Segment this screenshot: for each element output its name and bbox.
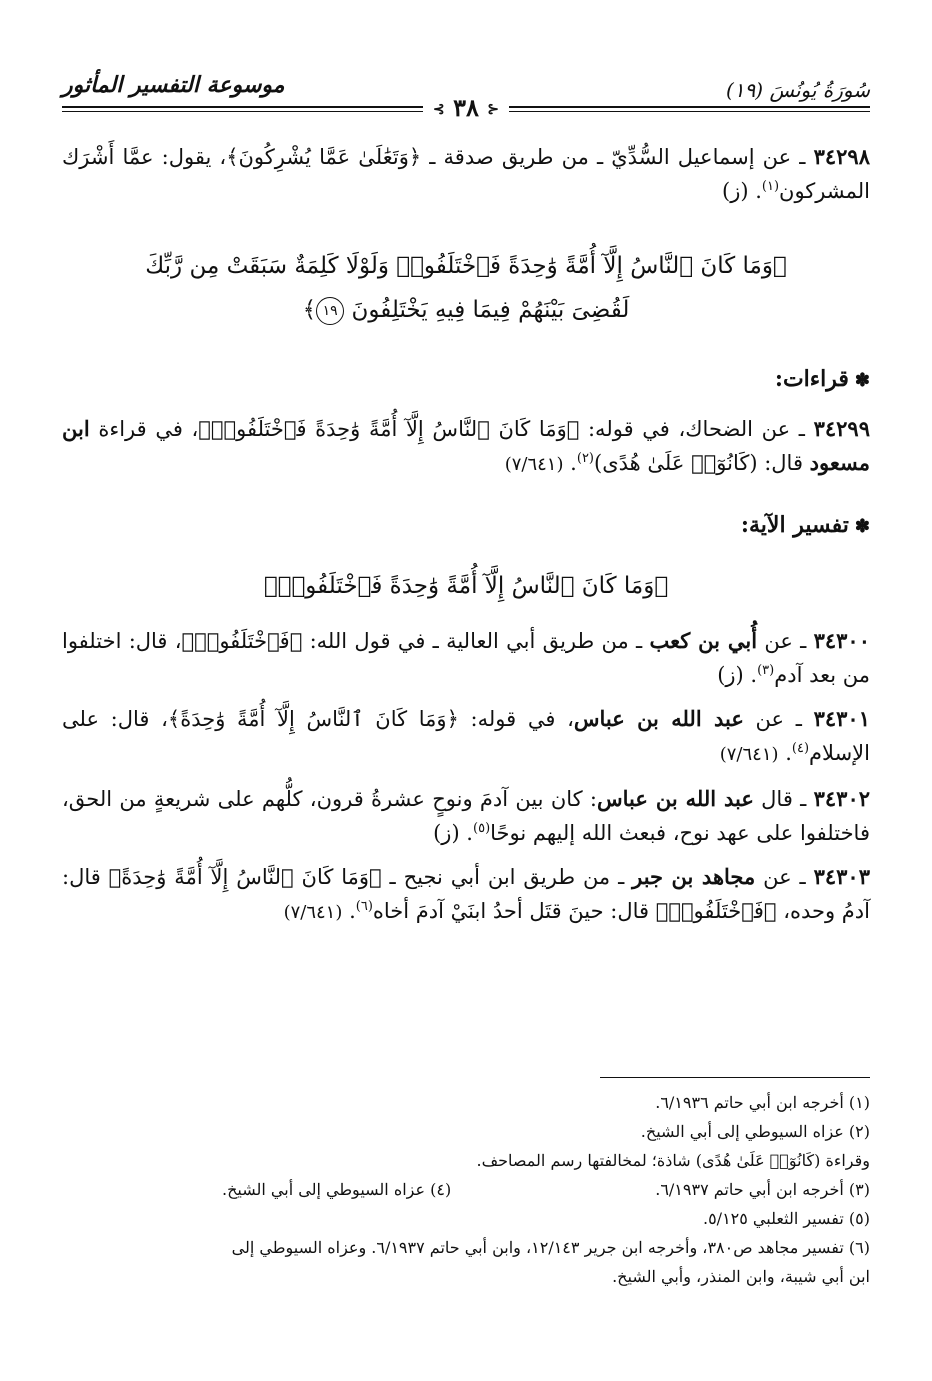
narration-text: ـ عن الضحاك، في قوله: ﴿وَمَا كَانَ ٱلنَّاسُ إِلَّآ أُمَّةً وَٰحِدَةً فَٱخْتَلَفُوا۟﴾، في قراءة bbox=[89, 417, 814, 441]
footnote-6-cont: ابن أبي شيبة، وابن المنذر، وأبي الشيخ. bbox=[612, 1267, 870, 1286]
narration-34301 bbox=[62, 702, 870, 772]
narration-number: ٣٤٢٩٩ bbox=[813, 416, 870, 441]
narrator-name: أُبي بن كعب bbox=[649, 628, 758, 653]
volume-reference: (٧/٦٤١) bbox=[719, 744, 779, 765]
narration-end: . (ز) bbox=[433, 821, 473, 845]
volume-reference: (٧/٦٤١) bbox=[283, 902, 343, 923]
footnote-5: (٥) تفسير الثعلبي ٥/١٢٥. bbox=[702, 1209, 870, 1228]
page-number-text: ٣٨ bbox=[453, 93, 479, 122]
flower-ornament-icon: ✽ bbox=[854, 516, 870, 537]
page-number bbox=[423, 93, 509, 125]
narration-text: ـ قال bbox=[753, 787, 814, 811]
quran-verse bbox=[62, 244, 870, 332]
ornament-left-icon: ⊱ bbox=[433, 101, 445, 118]
narration-text-b: : كان بين آدمَ ونوحٍ عشرةُ قرون، كلُّهم على شريعةٍ من الحق، فاختلفوا على عهد نوح، فبعث الله إليهم نوحًا bbox=[62, 787, 870, 845]
volume-reference: (٧/٦٤١) bbox=[504, 454, 564, 475]
narration-number: ٣٤٣٠٢ bbox=[813, 786, 871, 811]
footnote-2-note: وقراءة (كَانُوٓا۟ عَلَىٰ هُدًى) شاذة؛ لمخالفتها رسم المصاحف. bbox=[476, 1151, 870, 1170]
footnote-row-3-4 bbox=[62, 1175, 870, 1204]
narration-end: . bbox=[778, 741, 792, 765]
narrator-name: مجاهد بن جبر bbox=[632, 864, 756, 889]
footnotes bbox=[62, 1088, 870, 1291]
page-number-wrap bbox=[0, 93, 932, 125]
footnote-4: (٤) عزاه السيوطي إلى أبي الشيخ. bbox=[222, 1180, 452, 1199]
ayah-number-icon: ١٩ bbox=[316, 297, 344, 325]
narration-number: ٣٤٣٠٠ bbox=[813, 628, 870, 653]
footnote-ref[interactable]: (١) bbox=[761, 179, 780, 194]
narration-text: ـ عن bbox=[743, 707, 814, 731]
footnote-rule bbox=[600, 1077, 870, 1078]
surah-title: سُورَةُ يُونُسَ (١٩) bbox=[725, 78, 870, 102]
section-qiraat bbox=[62, 362, 870, 398]
narration-34300 bbox=[62, 624, 870, 692]
verse-close: ﴾ bbox=[302, 297, 317, 323]
main-content bbox=[62, 140, 870, 940]
narration-text: ـ عن bbox=[755, 865, 814, 889]
narration-text-b: ، في قوله: ﴿وَمَا كَانَ ٱلنَّاسُ إِلَّآ أُمَّةً وَٰحِدَةً﴾، قال: على الإسلام bbox=[62, 707, 870, 765]
footnote-ref[interactable]: (٦) bbox=[355, 899, 373, 914]
ornament-right-icon: ⊰ bbox=[487, 101, 499, 118]
narration-34298 bbox=[62, 140, 870, 208]
footnote-ref[interactable]: (٤) bbox=[791, 741, 810, 756]
footnote-6: (٦) تفسير مجاهد ص٣٨٠، وأخرجه ابن جرير ١٢/١٤٣، وابن أبي حاتم ٦/١٩٣٧. وعزاه السيوطي إلى bbox=[231, 1238, 870, 1257]
narration-end: . bbox=[563, 451, 577, 475]
narration-text: ـ عن bbox=[757, 629, 814, 653]
narrator-name: ابن مسعود bbox=[62, 416, 870, 475]
quran-verse-excerpt: ﴿وَمَا كَانَ ٱلنَّاسُ إِلَّآ أُمَّةً وَٰحِدَةً فَٱخْتَلَفُوا۟﴾ bbox=[263, 573, 669, 599]
narration-number: ٣٤٣٠٣ bbox=[813, 864, 870, 889]
section-tafsir bbox=[62, 508, 870, 544]
narration-number: ٣٤٢٩٨ bbox=[813, 144, 870, 169]
narration-text-b: ـ من طريق أبي العالية ـ في قول الله: ﴿فَٱخْتَلَفُوا۟﴾، قال: اختلفوا من بعد آدم bbox=[62, 629, 870, 687]
narration-end: . (ز) bbox=[717, 663, 758, 687]
footnote-1: (١) أخرجه ابن أبي حاتم ٦/١٩٣٦. bbox=[655, 1093, 870, 1112]
book-title: موسوعة التفسير المأثور bbox=[62, 72, 285, 98]
narration-text: ـ عن إسماعيل السُّدِّيّ ـ من طريق صدقة ـ ﴿وَتَعَٰلَىٰ عَمَّا يُشْرِكُونَ﴾، يقول: عمَّا أَشْرَك المشركون bbox=[62, 145, 870, 203]
narrator-name: عبد الله بن عباس bbox=[597, 786, 754, 811]
flower-ornament-icon: ✽ bbox=[854, 370, 870, 391]
narration-end: . bbox=[342, 899, 356, 923]
footnote-ref[interactable]: (٣) bbox=[757, 663, 775, 678]
narrator-name: عبد الله بن عباس bbox=[573, 706, 744, 731]
footnote-ref[interactable]: (٥) bbox=[473, 821, 491, 836]
narration-34303 bbox=[62, 860, 870, 930]
verse-line-1: ﴿وَمَا كَانَ ٱلنَّاسُ إِلَّآ أُمَّةً وَٰحِدَةً فَٱخْتَلَفُوا۟ وَلَوْلَا كَلِمَةٌ سَبَقَتْ مِن رَّبِّكَ bbox=[145, 253, 787, 279]
footnote-2: (٢) عزاه السيوطي إلى أبي الشيخ. bbox=[640, 1122, 870, 1141]
section-title: تفسير الآية: bbox=[740, 512, 849, 538]
narration-end: . (ز) bbox=[722, 179, 762, 203]
section-title: قراءات: bbox=[774, 366, 849, 392]
narration-number: ٣٤٣٠١ bbox=[813, 706, 870, 731]
narration-text-b: ـ من طريق ابن أبي نجيح ـ ﴿وَمَا كَانَ ٱلنَّاسُ إِلَّآ أُمَّةً وَٰحِدَةً﴾ قال: آدمُ وحده، ﴿فَٱخْتَلَفُوا۟﴾ قال: حينَ قتَل أحدُ ابنَيْ آدمَ أخاه bbox=[62, 865, 870, 923]
footnote-ref[interactable]: (٢) bbox=[576, 451, 594, 466]
verse-line-2-text: لَقُضِىَ بَيْنَهُمْ فِيمَا فِيهِ يَخْتَلِفُونَ bbox=[351, 297, 630, 323]
narration-34302 bbox=[62, 782, 870, 850]
narration-text-b: قال: (كَانُوٓا۟ عَلَىٰ هُدًى) bbox=[594, 451, 810, 475]
narration-34299 bbox=[62, 412, 870, 482]
verse-line-2 bbox=[62, 288, 870, 332]
footnote-3: (٣) أخرجه ابن أبي حاتم ٦/١٩٣٧. bbox=[655, 1180, 870, 1199]
